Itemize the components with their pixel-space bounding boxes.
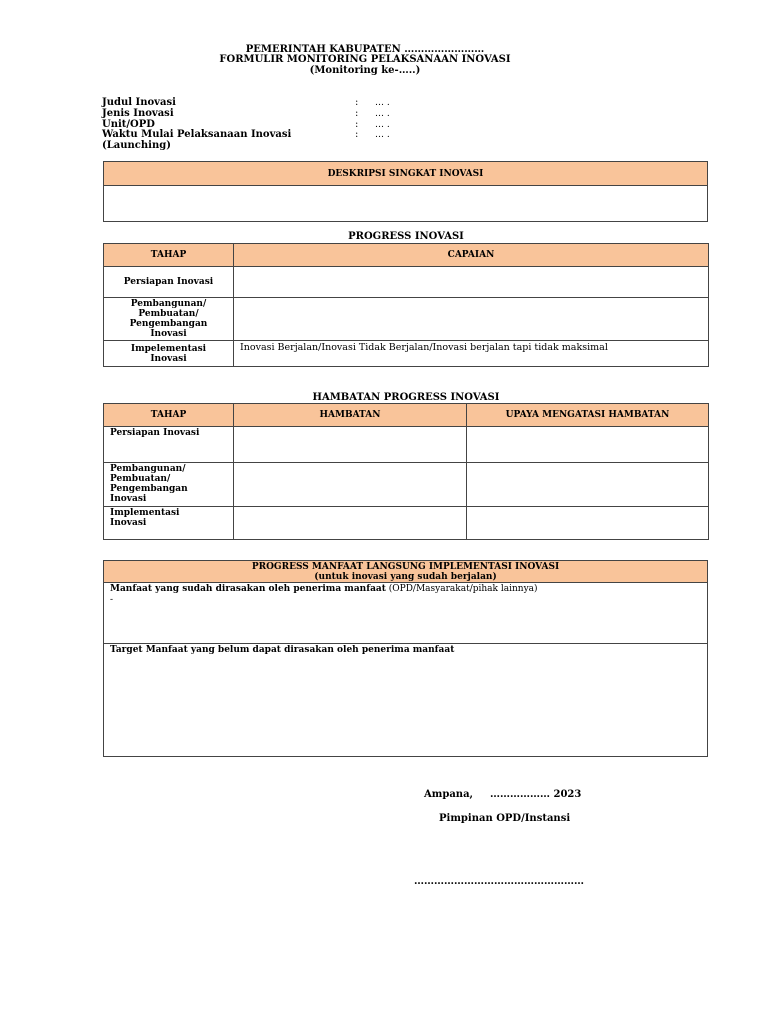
monitoring-number: (Monitoring ke-…..) [309,65,421,76]
hambatan-section-title: HAMBATAN PROGRESS INOVASI [312,392,500,403]
meta-value-jenis[interactable]: … . [375,109,390,119]
progress-col-tahap: TAHAP [104,244,234,267]
meta-label-judul: Judul Inovasi [102,97,176,108]
hambatan-cell[interactable] [234,463,467,507]
meta-label-launching: (Launching) [102,140,171,151]
progress-capaian-pembangunan[interactable] [234,298,709,341]
deskripsi-table [103,161,708,222]
table-row [104,298,709,341]
signature-date[interactable]: ……………… 2023 [490,789,582,800]
deskripsi-content[interactable] [104,186,708,222]
meta-value-waktu[interactable]: … . [375,130,390,140]
table-row [104,507,709,540]
meta-label-waktu: Waktu Mulai Pelaksanaan Inovasi [102,129,292,140]
meta-label-unit: Unit/OPD [102,119,155,130]
manfaat-dirasakan-note: (OPD/Masyarakat/pihak lainnya) [388,584,538,594]
upaya-cell[interactable] [467,463,709,507]
progress-stage-pembangunan: Pembangunan/ Pembuatan/ Pengembangan Inovasi [104,298,234,341]
manfaat-dirasakan-bullet: - [110,595,114,605]
hambatan-cell[interactable] [234,507,467,540]
manfaat-subtitle: (untuk inovasi yang sudah berjalan) [314,571,497,582]
progress-table [103,243,709,367]
hambatan-stage-pembangunan: Pembangunan/ Pembuatan/ Pengembangan Inovasi [104,463,234,507]
table-row [104,463,709,507]
manfaat-target-cell[interactable] [104,644,708,757]
meta-colon: : [355,108,359,119]
progress-section-title: PROGRESS INOVASI [348,231,464,242]
manfaat-target-label: Target Manfaat yang belum dapat dirasakan oleh penerima manfaat [110,645,455,655]
meta-colon: : [355,119,359,130]
table-row [104,267,709,298]
manfaat-title: PROGRESS MANFAAT LANGSUNG IMPLEMENTASI INOVASI [251,561,560,572]
upaya-cell[interactable] [467,507,709,540]
table-row [104,341,709,367]
table-row [104,427,709,463]
hambatan-col-hambatan: HAMBATAN [234,404,467,427]
manfaat-dirasakan-cell[interactable] [104,583,708,644]
manfaat-table [103,560,708,757]
progress-col-capaian: CAPAIAN [234,244,709,267]
upaya-cell[interactable] [467,427,709,463]
meta-colon: : [355,97,359,108]
progress-stage-implementasi: Impelementasi Inovasi [104,341,234,367]
hambatan-col-tahap: TAHAP [104,404,234,427]
header-line-1: PEMERINTAH KABUPATEN …………………… [245,44,485,55]
meta-value-unit[interactable]: … . [375,120,390,130]
progress-capaian-persiapan[interactable] [234,267,709,298]
deskripsi-title: DESKRIPSI SINGKAT INOVASI [104,162,708,186]
meta-colon: : [355,129,359,140]
hambatan-cell[interactable] [234,427,467,463]
hambatan-stage-implementasi: Implementasi Inovasi [104,507,234,540]
page-title: FORMULIR MONITORING PELAKSANAAN INOVASI [219,54,511,65]
signature-role: Pimpinan OPD/Instansi [439,813,571,824]
hambatan-col-upaya: UPAYA MENGATASI HAMBATAN [467,404,709,427]
manfaat-header [104,561,708,583]
manfaat-dirasakan-label: Manfaat yang sudah dirasakan oleh penerima manfaat [110,584,386,594]
meta-value-judul[interactable]: … . [375,98,390,108]
meta-label-jenis: Jenis Inovasi [102,108,174,119]
hambatan-stage-persiapan: Persiapan Inovasi [104,427,234,463]
progress-stage-persiapan: Persiapan Inovasi [104,267,234,298]
signature-name-line[interactable]: …………………………………………… [414,876,584,887]
progress-capaian-implementasi[interactable]: Inovasi Berjalan/Inovasi Tidak Berjalan/Inovasi berjalan tapi tidak maksimal [234,341,709,367]
hambatan-table [103,403,709,540]
signature-place: Ampana, [424,789,474,800]
